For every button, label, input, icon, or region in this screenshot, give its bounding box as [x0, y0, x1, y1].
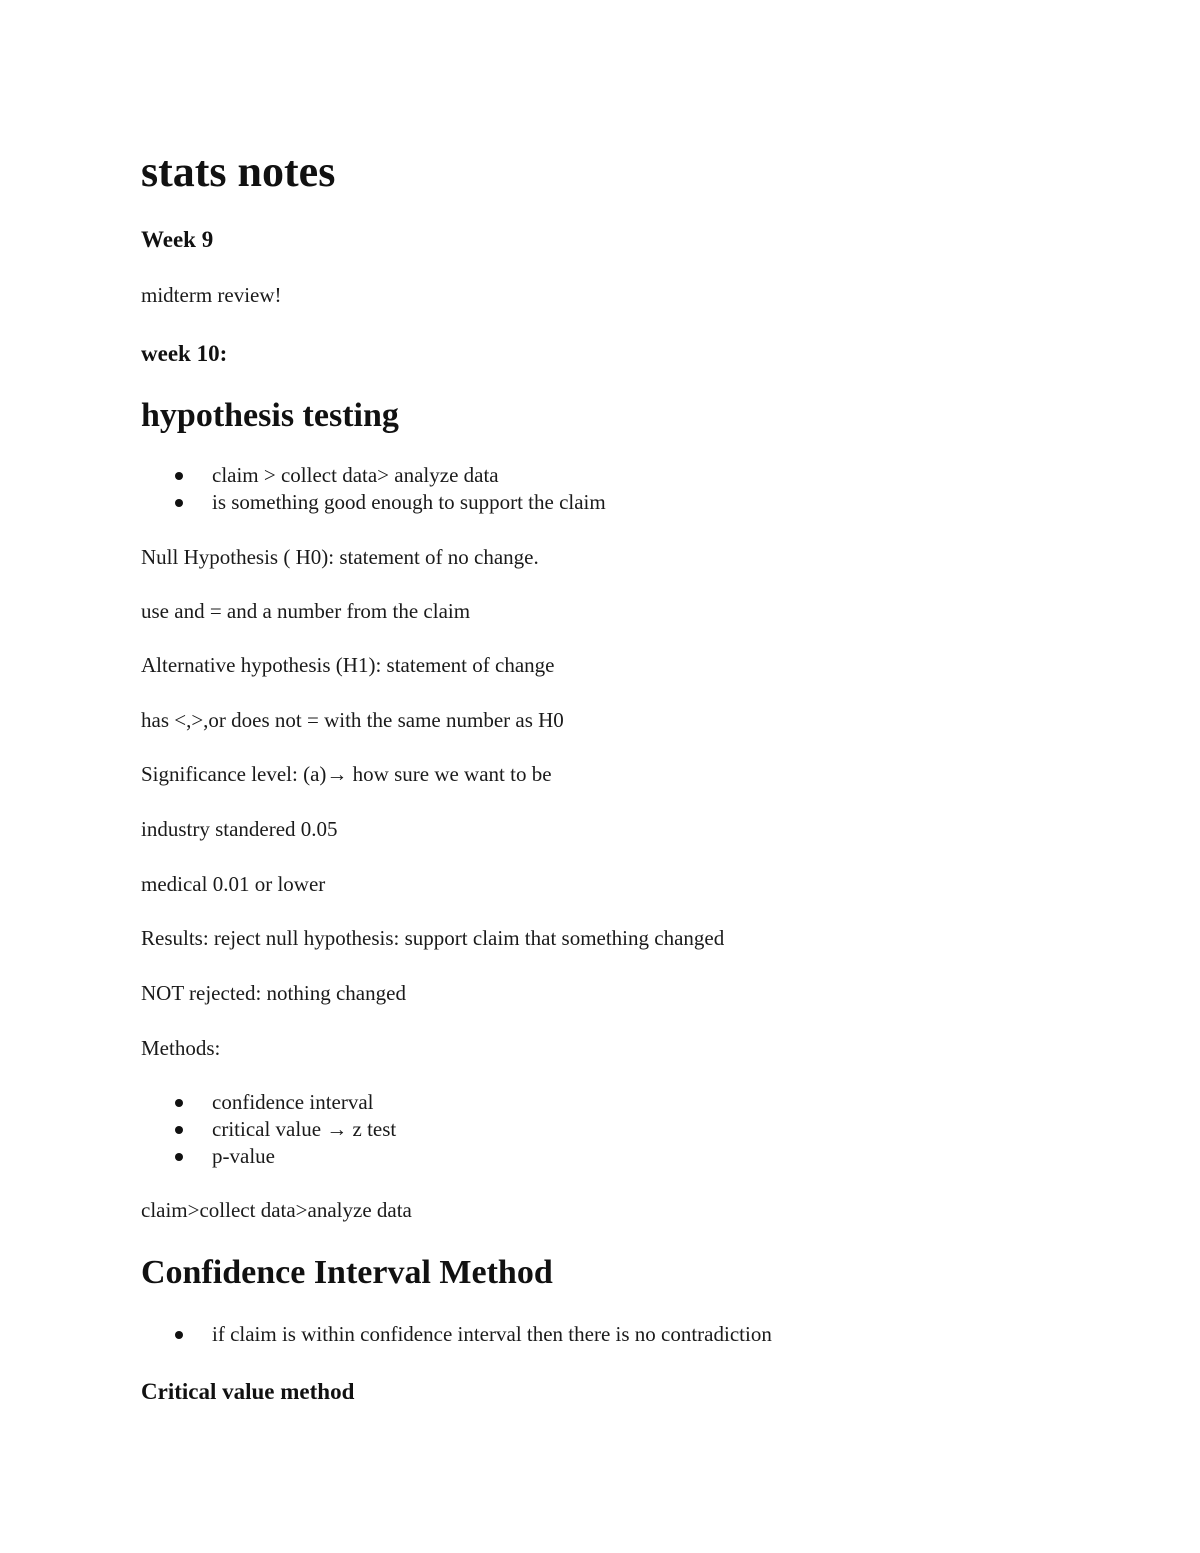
ci-bullet-list [141, 1321, 772, 1348]
flow-text: claim>collect data>analyze data [141, 1198, 412, 1222]
paragraph: NOT rejected: nothing changed [141, 981, 406, 1005]
bullet-icon [175, 472, 183, 480]
section-heading-hypothesis-testing: hypothesis testing [141, 397, 399, 434]
list-item [141, 1143, 396, 1170]
week-9-heading: Week 9 [141, 227, 214, 252]
methods-bullet-list [141, 1089, 396, 1170]
list-item-text: confidence interval [212, 1090, 374, 1114]
list-item-text: if claim is within confidence interval then there is no contradiction [212, 1322, 772, 1346]
paragraph: industry standered 0.05 [141, 817, 338, 841]
list-item-text: is something good enough to support the claim [212, 490, 606, 514]
list-item [141, 1089, 396, 1116]
paragraph: Alternative hypothesis (H1): statement of change [141, 653, 555, 677]
paragraph: Methods: [141, 1036, 221, 1060]
bullet-icon [175, 1099, 183, 1107]
paragraph: has <,>,or does not = with the same number as H0 [141, 708, 564, 732]
document-title: stats notes [141, 147, 336, 196]
list-item [141, 1321, 772, 1348]
list-item [141, 1116, 396, 1143]
hypothesis-bullet-list [141, 462, 606, 516]
paragraph: Significance level: (a)→ how sure we want to be [141, 762, 552, 786]
paragraph: Null Hypothesis ( H0): statement of no change. [141, 545, 539, 569]
list-item-text: p-value [212, 1144, 275, 1168]
week-9-text: midterm review! [141, 283, 282, 307]
section-heading-confidence-interval: Confidence Interval Method [141, 1254, 553, 1291]
list-item-text: claim > collect data> analyze data [212, 463, 499, 487]
bullet-icon [175, 1331, 183, 1339]
list-item [141, 462, 606, 489]
bullet-icon [175, 1153, 183, 1161]
paragraph: medical 0.01 or lower [141, 872, 326, 896]
bullet-icon [175, 499, 183, 507]
list-item-text: critical value → z test [212, 1117, 397, 1141]
section-heading-critical-value: Critical value method [141, 1379, 355, 1404]
paragraph: use and = and a number from the claim [141, 599, 471, 623]
paragraph: Results: reject null hypothesis: support claim that something changed [141, 926, 725, 950]
bullet-icon [175, 1126, 183, 1134]
week-10-heading: week 10: [141, 341, 228, 366]
list-item [141, 489, 606, 516]
